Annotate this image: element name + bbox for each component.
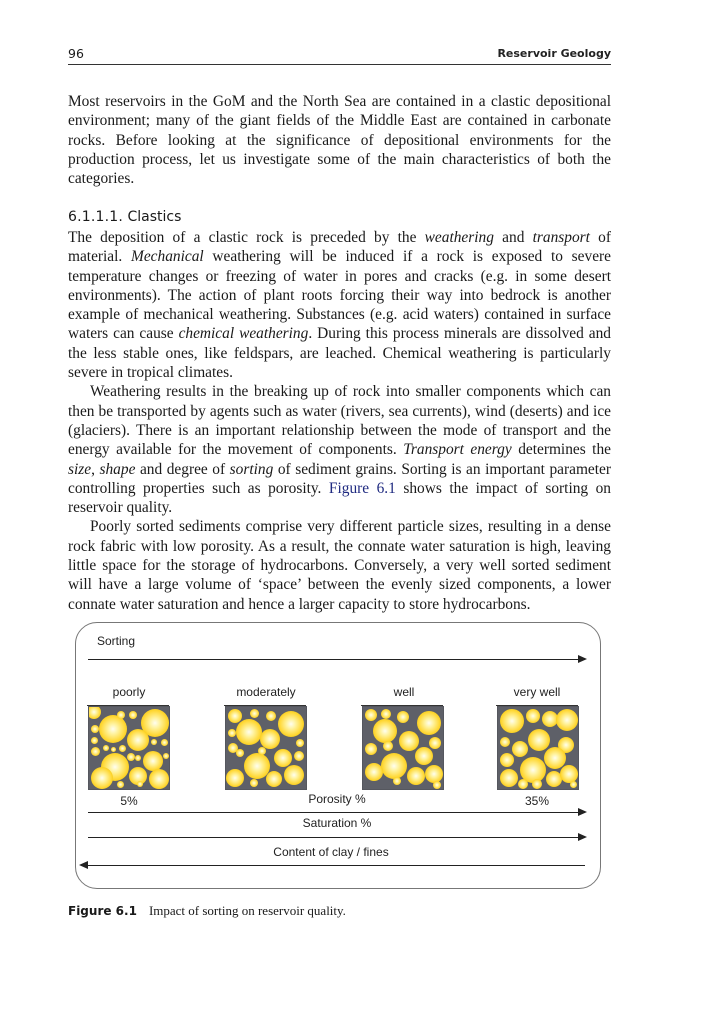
section-body — [68, 228, 611, 614]
porosity-max: 35% — [524, 794, 550, 808]
emphasis: transport — [532, 229, 590, 246]
text-span: shows the impact of sorting on reservoir quality. — [68, 479, 611, 517]
section-heading — [68, 209, 181, 225]
category-moderately: moderately — [236, 685, 296, 699]
caption-figure-number: Figure 6.1 — [68, 904, 137, 918]
well-sorted-sample — [362, 706, 444, 790]
text-span: of material. — [68, 229, 611, 266]
emphasis: Mechanical — [131, 248, 204, 266]
caption-text: Impact of sorting on reservoir quality. — [148, 903, 346, 918]
page-number: 96 — [68, 46, 84, 61]
running-title: Reservoir Geology — [497, 47, 611, 60]
paragraph-1 — [68, 228, 611, 382]
category-well: well — [393, 685, 415, 699]
very-well-sorted-sample — [497, 706, 579, 790]
emphasis: size — [68, 460, 92, 478]
porosity-arrow — [88, 812, 585, 813]
figure-caption — [68, 903, 346, 919]
emphasis: chemical weathering — [178, 325, 309, 343]
paragraph-2 — [68, 382, 611, 517]
saturation-label: Saturation % — [302, 816, 372, 830]
text-span: determines the — [511, 441, 611, 459]
sorting-arrow — [88, 659, 585, 660]
poorly-sorted-sample — [88, 706, 170, 790]
category-poorly: poorly — [112, 685, 146, 699]
category-very-well: very well — [513, 685, 561, 699]
figure-6-1-link[interactable]: Figure 6.1 — [328, 479, 396, 497]
text-span: , — [91, 460, 100, 478]
section-number: 6.1.1.1. — [68, 209, 124, 225]
running-header — [68, 46, 611, 65]
emphasis: sorting — [229, 460, 274, 478]
moderately-sorted-sample — [225, 706, 307, 790]
emphasis: weathering — [424, 229, 494, 246]
text-span: . During this process minerals are dissolved and the less stable ones, like feldspars, are leached. Chemical weathering is particularly severe in tropical climates. — [68, 325, 611, 382]
saturation-arrow — [88, 837, 585, 838]
text-span: Weathering results in the breaking up of rock into smaller components which can then be transported by agents such as water (rivers, sea currents), wind (deserts) and ice (glaciers). There is an important relationship between the mode of transport and the energy available for the movement of components. — [68, 383, 611, 459]
clay-content-arrow — [81, 865, 585, 866]
emphasis: shape — [99, 460, 136, 478]
sorting-label: Sorting — [97, 634, 136, 648]
intro-text: Most reservoirs in the GoM and the North Sea are contained in a clastic depositional environment; many of the giant fields of the Middle East are contained in carbonate rocks. Before looking at the significance of depositional environments for the production process, let us investigate some of the main characteristics of both the categories. — [68, 93, 611, 188]
text-span: weathering will be induced if a rock is exposed to severe temperature changes or freezing of water in pores and cracks (e.g. in some desert environments). The action of plant roots forcing their way into bedrock is another example of mechanical weathering. Substances (e.g. acid waters) contained in surface waters can cause — [68, 248, 611, 343]
paragraph-3: Poorly sorted sediments comprise very different particle sizes, resulting in a dense rock fabric with low porosity. As a result, the connate water saturation is high, leaving little space for the storage of hydrocarbons. Conversely, a very well sorted sediment will have a large volume of ‘space’ between the evenly sized components, a lower connate water saturation and hence a larger capacity to store hydrocarbons. — [68, 518, 611, 613]
porosity-min: 5% — [120, 794, 138, 808]
porosity-label: Porosity % — [308, 792, 366, 806]
text-span: and — [493, 229, 533, 246]
clay-content-label: Content of clay / fines — [273, 845, 389, 859]
section-title: Clastics — [127, 209, 182, 225]
text-span: The deposition of a clastic rock is preceded by the — [68, 229, 425, 246]
text-span: of sediment grains. Sorting is an important parameter controlling properties such as porosity. — [68, 460, 611, 497]
text-span: and degree of — [135, 460, 230, 478]
emphasis: Transport energy — [403, 441, 512, 459]
intro-paragraph — [68, 92, 611, 188]
